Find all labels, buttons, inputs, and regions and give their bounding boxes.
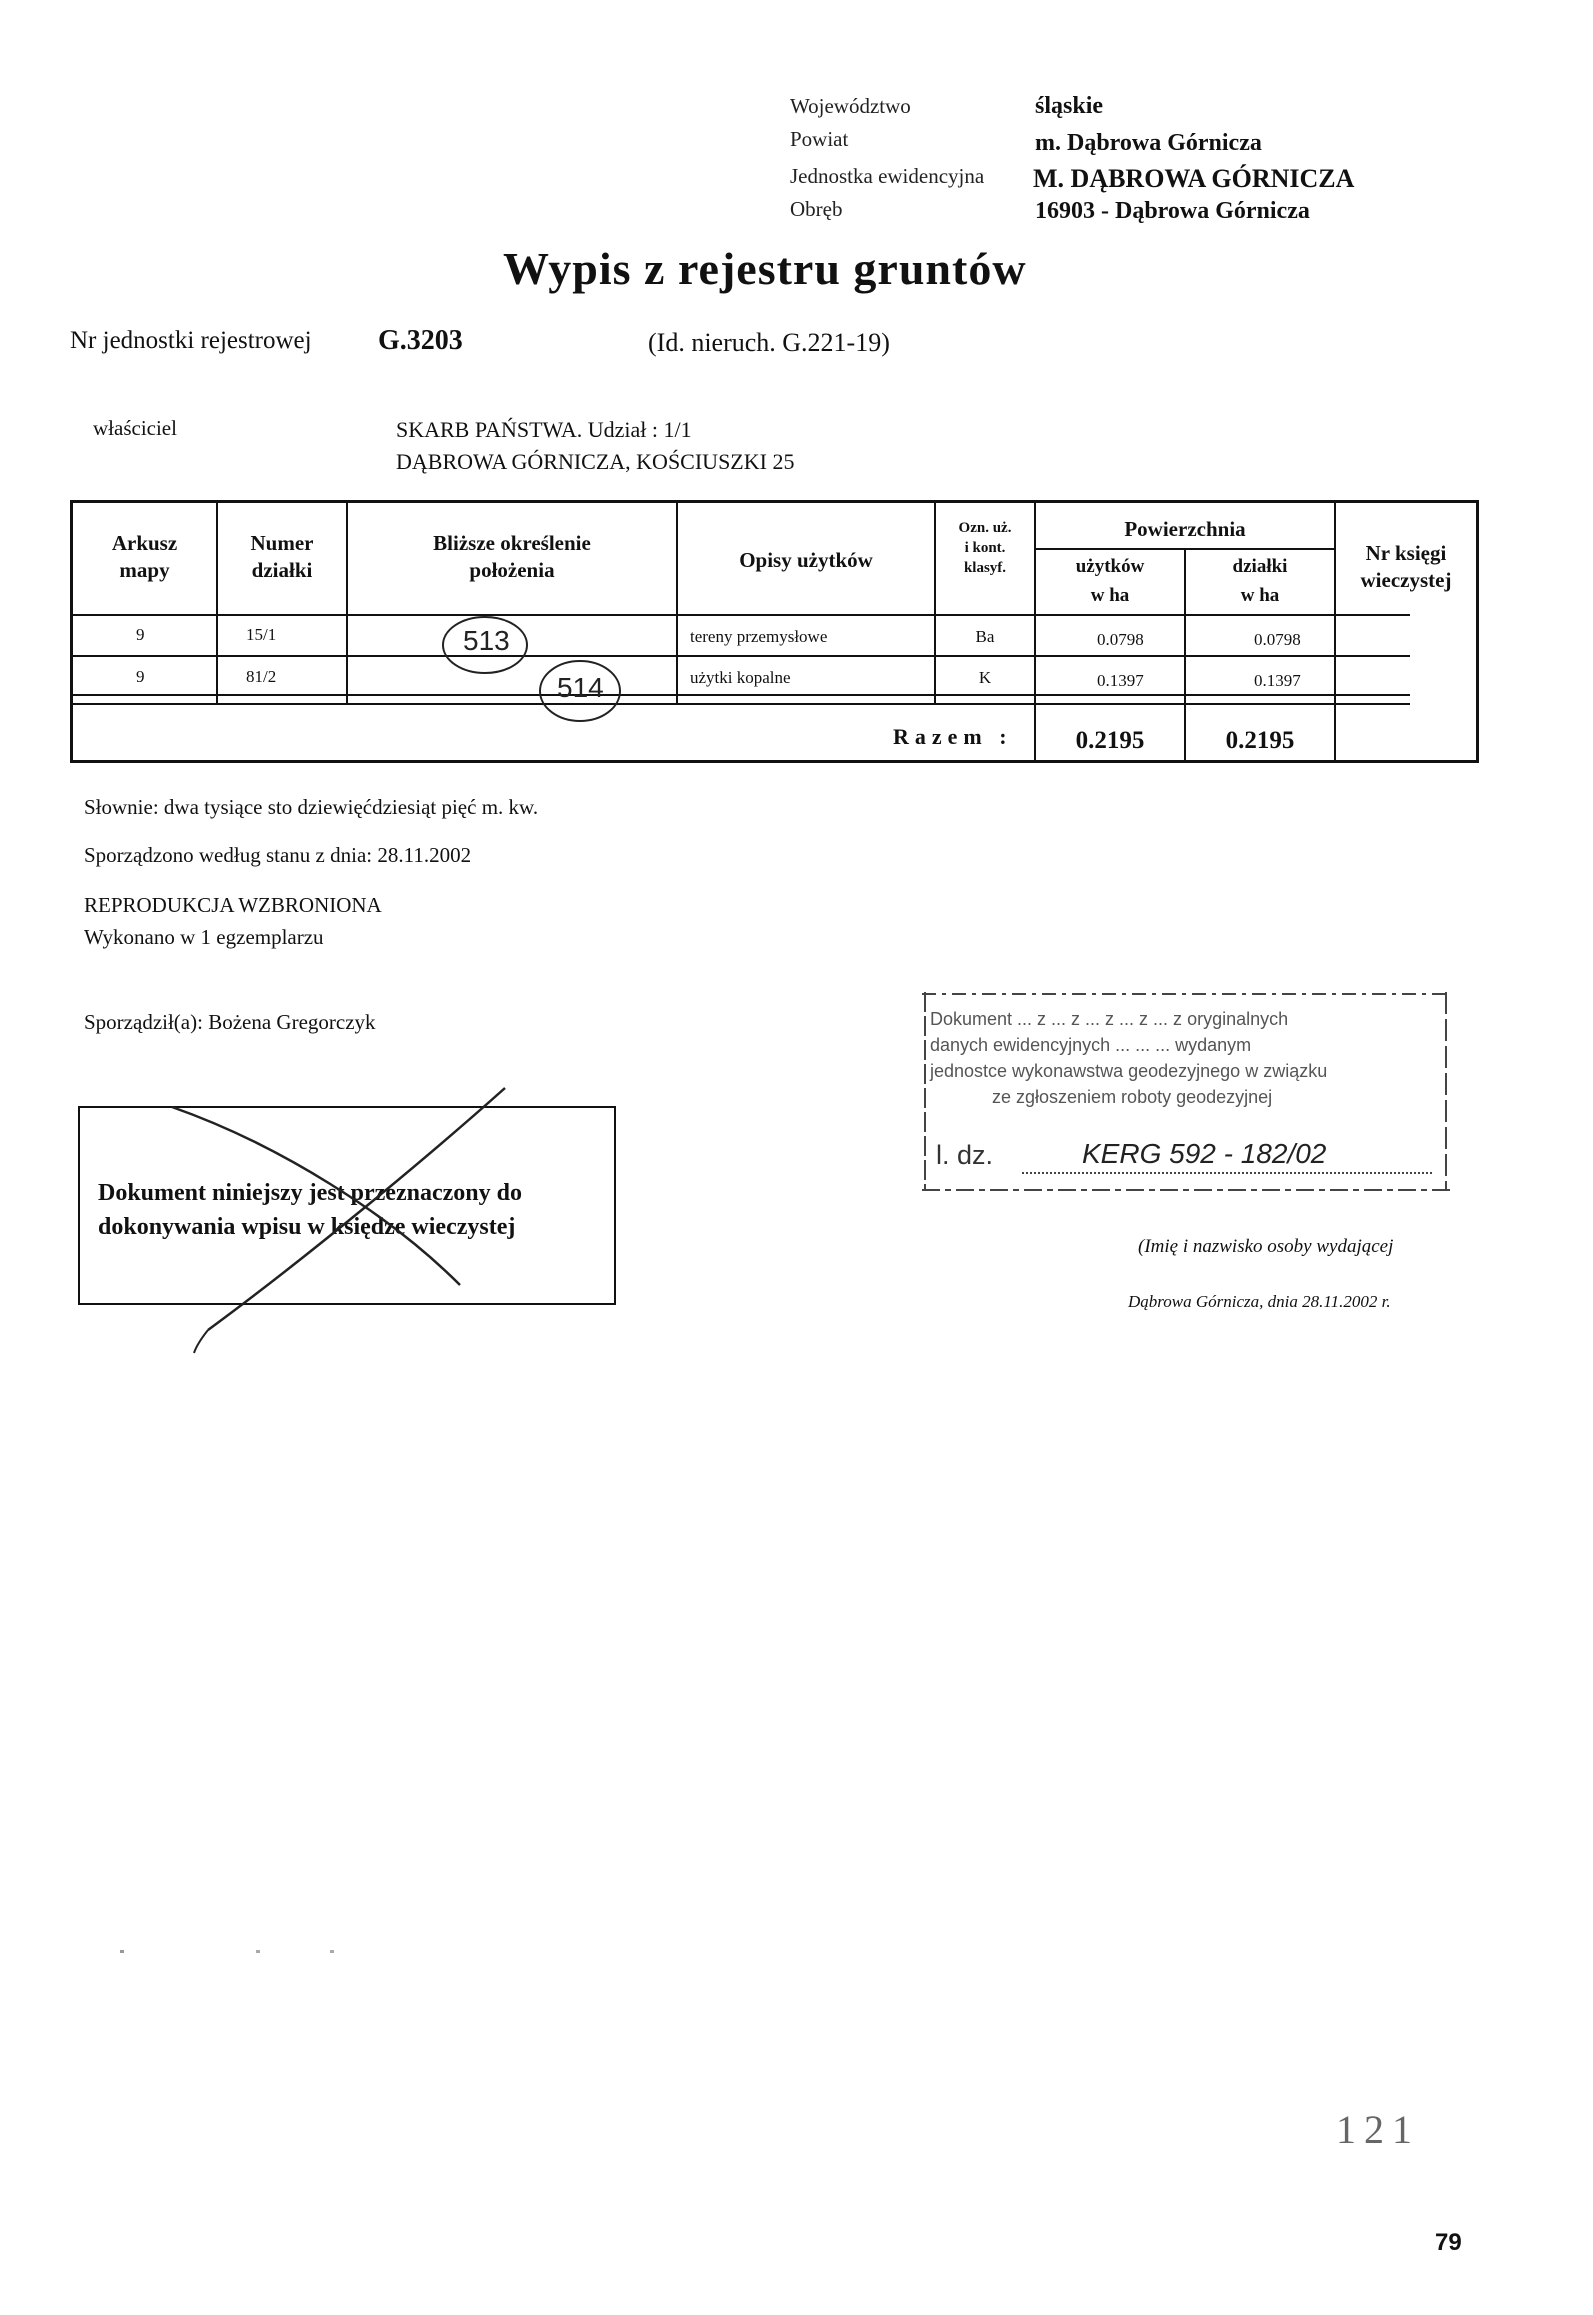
owner-address: DĄBROWA GÓRNICZA, KOŚCIUSZKI 25 — [396, 449, 795, 474]
wojewodztwo-label: Województwo — [790, 94, 911, 118]
cell-ozn: Ba — [975, 627, 995, 646]
col-header-powierzchnia: Powierzchnia — [1124, 517, 1246, 541]
scan-speck — [330, 1950, 334, 1953]
stamp-line3: jednostce wykonawstwa geodezyjnego w związku — [930, 1061, 1328, 1081]
cell-uzytkow: 0.1397 — [1097, 671, 1144, 690]
razem-dzialki: 0.2195 — [1225, 727, 1295, 754]
page-number: 79 — [1435, 2229, 1462, 2256]
registry-value: G.3203 — [378, 325, 463, 356]
cell-opis: tereny przemysłowe — [690, 627, 828, 646]
cell-arkusz: 9 — [136, 667, 145, 686]
jednostka-label: Jednostka ewidencyjna — [790, 164, 985, 188]
prepared-date: Sporządzono według stanu z dnia: 28.11.2002 — [84, 843, 472, 867]
property-id: (Id. nieruch. G.221-19) — [648, 328, 890, 357]
handwritten-circles — [430, 605, 640, 740]
powiat-value: m. Dąbrowa Górnicza — [1035, 130, 1262, 156]
box-text-line2: dokonywania wpisu w księdze wieczystej — [98, 1214, 516, 1240]
powiat-label: Powiat — [790, 127, 849, 151]
stamp-line1: Dokument ... z ... z ... z ... z ... z oryginalnych — [930, 1009, 1289, 1029]
copies-notice: Wykonano w 1 egzemplarzu — [84, 925, 324, 949]
cell-opis: użytki kopalne — [690, 668, 791, 687]
jednostka-value: M. DĄBROWA GÓRNICZA — [1033, 164, 1355, 193]
obreb-label: Obręb — [790, 197, 843, 221]
reproduction-notice: REPRODUKCJA WZBRONIONA — [84, 893, 382, 917]
owner-name: SKARB PAŃSTWA. Udział : 1/1 — [396, 417, 692, 442]
stamp-line2: danych ewidencyjnych ... ... ... wydanym — [930, 1035, 1252, 1055]
razem-uzytkow: 0.2195 — [1075, 727, 1145, 754]
cell-uzytkow: 0.0798 — [1097, 630, 1144, 649]
stamp-ldz-value: KERG 592 - 182/02 — [1082, 1138, 1327, 1169]
cell-ozn: K — [978, 668, 992, 687]
stamp-ldz-label: l. dz. — [936, 1140, 994, 1170]
annotation-513: 513 — [463, 625, 510, 656]
stamp-ldz-line — [1022, 1172, 1432, 1174]
col-header-ksiegi: Nr księgi wieczystej — [1360, 541, 1452, 592]
col-header-dzialki: działki w ha — [1232, 556, 1288, 606]
cell-numer: 15/1 — [246, 625, 277, 644]
owner-label: właściciel — [93, 416, 177, 440]
col-header-opisy: Opisy użytków — [739, 548, 873, 572]
col-header-uzytkow: użytków w ha — [1075, 556, 1145, 606]
stamp-line4: ze zgłoszeniem roboty geodezyjnej — [992, 1087, 1273, 1107]
annotation-514: 514 — [557, 672, 604, 703]
handwritten-page-number: 121 — [1336, 2107, 1420, 2152]
place-date: Dąbrowa Górnicza, dnia 28.11.2002 r. — [1128, 1292, 1391, 1311]
cell-dzialki: 0.1397 — [1254, 671, 1301, 690]
cross-out-marks — [160, 1085, 520, 1355]
scan-speck — [256, 1950, 260, 1953]
col-header-blizsze: Bliższe określenie położenia — [433, 531, 591, 582]
cell-dzialki: 0.0798 — [1254, 630, 1301, 649]
wojewodztwo-value: śląskie — [1035, 93, 1104, 119]
razem-label: Razem : — [893, 724, 1013, 749]
document-title: Wypis z rejestru gruntów — [503, 243, 1027, 294]
prepared-by: Sporządził(a): Bożena Gregorczyk — [84, 1010, 376, 1034]
cell-arkusz: 9 — [136, 625, 145, 644]
col-header-arkusz: Arkusz mapy — [111, 531, 178, 582]
scan-speck — [120, 1950, 124, 1953]
col-header-ozn: Ozn. uż. i kont. klasyf. — [958, 520, 1012, 576]
col-header-numer: Numer działki — [250, 531, 314, 582]
amount-in-words: Słownie: dwa tysiące sto dziewięćdziesiąt pięć m. kw. — [84, 795, 539, 819]
issuer-caption: (Imię i nazwisko osoby wydającej — [1138, 1236, 1394, 1257]
cell-numer: 81/2 — [246, 667, 277, 686]
registry-label: Nr jednostki rejestrowej — [70, 327, 312, 354]
geodetic-stamp — [922, 992, 1450, 1195]
obreb-value: 16903 - Dąbrowa Górnicza — [1035, 198, 1310, 224]
box-text-line1: Dokument niniejszy jest przeznaczony do — [98, 1180, 522, 1206]
